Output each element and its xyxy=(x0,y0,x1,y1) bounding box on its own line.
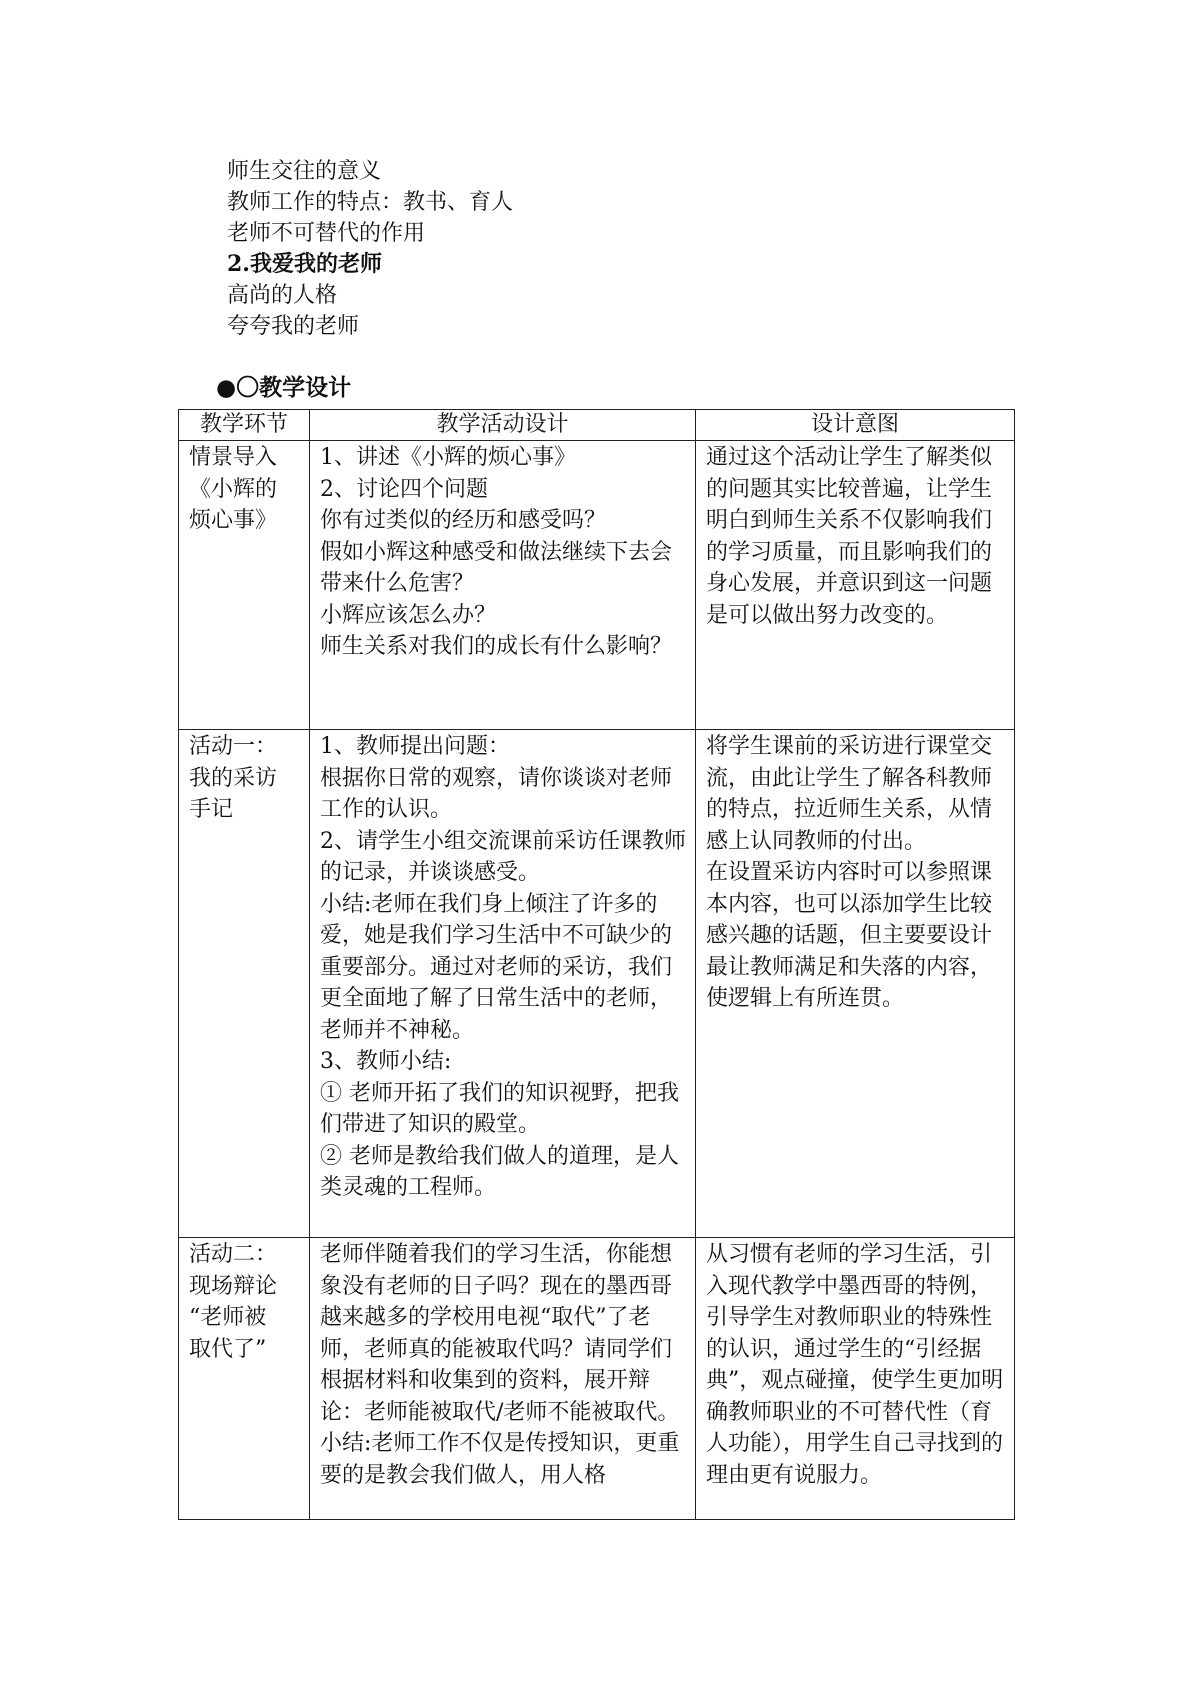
table-row xyxy=(179,441,1015,730)
activity-paragraph: 1、教师提出问题： xyxy=(320,734,510,759)
stage-line: 活动二： xyxy=(189,1242,278,1267)
header-stage: 教学环节 xyxy=(179,410,310,441)
cell-intent xyxy=(696,730,1015,1238)
activity-paragraph: 2、请学生小组交流课前采访任课教师的记录，并谈谈感受。 xyxy=(320,828,686,885)
activity-paragraph: ① 老师开拓了我们的知识视野，把我们带进了知识的殿堂。 xyxy=(320,1080,679,1137)
outline-list xyxy=(227,156,927,342)
cell-stage xyxy=(179,1238,310,1520)
intent-paragraph: 通过这个活动让学生了解类似的问题其实比较普遍，让学生明白到师生关系不仅影响我们的学习质量，而且影响我们的身心发展，并意识到这一问题是可以做出努力改变的。 xyxy=(706,445,993,628)
activity-paragraph: 根据你日常的观察，请你谈谈对老师工作的认识。 xyxy=(320,765,673,822)
activity-paragraph: 3、教师小结: xyxy=(320,1049,452,1074)
table-row xyxy=(179,730,1015,1238)
cell-intent xyxy=(696,441,1015,730)
cell-stage xyxy=(179,730,310,1238)
header-intent: 设计意图 xyxy=(696,410,1015,441)
outline-line: 夸夸我的老师 xyxy=(227,314,360,339)
activity-paragraph: 1、讲述《小辉的烦心事》 xyxy=(320,445,576,470)
stage-line: 情景导入 xyxy=(189,445,278,470)
cell-activity xyxy=(310,730,696,1238)
intent-paragraph: 从习惯有老师的学习生活，引入现代教学中墨西哥的特例，引导学生对教师职业的特殊性的认识，通过学生的“引经据典”，观点碰撞，使学生更加明确教师职业的不可替代性（育人功能），用学生自己寻找到的理由更有说服力。 xyxy=(706,1242,1004,1488)
activity-paragraph: 老师伴随着我们的学习生活，你能想象没有老师的日子吗？现在的墨西哥越来越多的学校用电视“取代”了老师，老师真的能被取代吗？请同学们根据材料和收集到的资料，展开辩论：老师能被取代/老师不能被取代。 xyxy=(320,1242,680,1425)
cell-activity xyxy=(310,1238,696,1520)
activity-paragraph: 小辉应该怎么办？ xyxy=(320,602,497,628)
outline-subheading: 2.我爱我的老师 xyxy=(227,251,382,277)
table-row xyxy=(179,1238,1015,1520)
stage-line: 我的采访 xyxy=(189,765,278,791)
stage-line: “老师被 xyxy=(189,1305,267,1330)
outline-line: 师生交往的意义 xyxy=(227,159,382,184)
stage-line: 取代了” xyxy=(189,1336,267,1362)
stage-line: 《小辉的 xyxy=(189,476,278,502)
activity-paragraph: 小结:老师在我们身上倾注了许多的爱，她是我们学习生活中不可缺少的重要部分。通过对老师的采访，我们更全面地了解了日常生活中的老师，老师并不神秘。 xyxy=(320,891,673,1043)
activity-paragraph: 假如小辉这种感受和做法继续下去会带来什么危害？ xyxy=(320,539,673,596)
intent-paragraph: 在设置采访内容时可以参照课本内容，也可以添加学生比较感兴趣的话题，但主要要设计最让教师满足和失落的内容，使逻辑上有所连贯。 xyxy=(706,860,993,1011)
outline-line: 教师工作的特点：教书、育人 xyxy=(227,190,514,215)
table-header-row xyxy=(179,410,1015,441)
stage-line: 手记 xyxy=(189,797,234,822)
outline-line: 老师不可替代的作用 xyxy=(227,221,426,246)
activity-paragraph: 小结:老师工作不仅是传授知识，更重要的是教会我们做人，用人格 xyxy=(320,1431,680,1488)
teaching-design-heading: ●〇教学设计 xyxy=(216,374,352,401)
stage-line: 活动一： xyxy=(189,734,278,759)
outline-line: 高尚的人格 xyxy=(227,283,338,308)
activity-paragraph: 你有过类似的经历和感受吗？ xyxy=(320,508,607,533)
header-activity: 教学活动设计 xyxy=(310,410,696,441)
cell-stage xyxy=(179,441,310,730)
activity-paragraph: 2、讨论四个问题 xyxy=(320,476,488,502)
intent-paragraph: 将学生课前的采访进行课堂交流，由此让学生了解各科教师的特点，拉近师生关系，从情感上认同教师的付出。 xyxy=(706,734,993,854)
activity-paragraph: ② 老师是教给我们做人的道理，是人类灵魂的工程师。 xyxy=(320,1143,679,1200)
stage-line: 现场辩论 xyxy=(189,1273,278,1299)
stage-line: 烦心事》 xyxy=(189,508,278,533)
activity-paragraph: 师生关系对我们的成长有什么影响？ xyxy=(320,634,673,659)
teaching-design-table xyxy=(178,409,1015,1520)
cell-activity xyxy=(310,441,696,730)
cell-intent xyxy=(696,1238,1015,1520)
